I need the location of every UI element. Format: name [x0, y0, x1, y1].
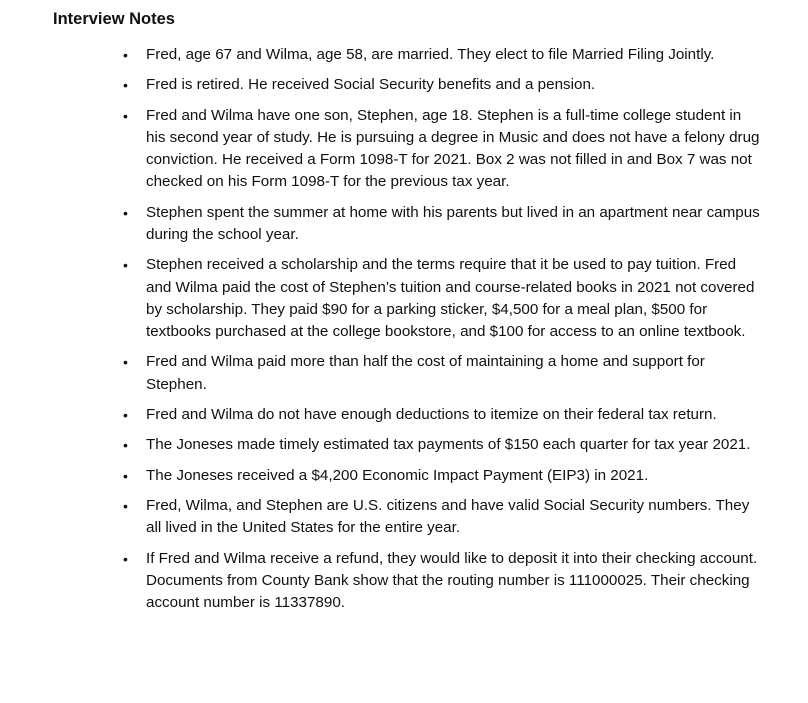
- bullet-icon: •: [123, 204, 128, 221]
- bullet-icon: •: [123, 257, 128, 274]
- list-item: [120, 351, 760, 395]
- note-text: The Joneses made timely estimated tax payments of $150 each quarter for tax year 2021.: [146, 436, 751, 454]
- note-text: Stephen received a scholarship and the terms require that it be used to pay tuition. Fred and Wilma paid the cost of Stephen’s tuition and course-related books in 2021 not covered by scholarship. They paid $90 for a parking sticker, $4,500 for a meal plan, $500 for textbooks purchased at the college bookstore, and $100 for access to an online textbook.: [146, 256, 755, 340]
- list-item: [120, 495, 760, 539]
- bullet-icon: •: [123, 467, 128, 484]
- note-text: The Joneses received a $4,200 Economic Impact Payment (EIP3) in 2021.: [146, 466, 649, 484]
- list-item: [120, 105, 760, 194]
- bullet-icon: •: [123, 354, 128, 371]
- list-item: [120, 465, 760, 487]
- bullet-icon: •: [123, 437, 128, 454]
- note-text: Fred, Wilma, and Stephen are U.S. citizens and have valid Social Security numbers. They all lived in the United States for the entire year.: [146, 497, 750, 537]
- note-text: Fred and Wilma paid more than half the cost of maintaining a home and support for Stephen.: [146, 353, 705, 393]
- bullet-icon: •: [123, 47, 128, 63]
- bullet-icon: •: [123, 406, 128, 423]
- list-item: [120, 404, 760, 426]
- note-text: If Fred and Wilma receive a refund, they would like to deposit it into their checking account. Documents from County Bank show that the routing number is 111000025. Their checking account number is 11337890.: [146, 549, 758, 612]
- page-title: Interview Notes: [53, 10, 175, 28]
- note-text: Stephen spent the summer at home with his parents but lived in an apartment near campus during the school year.: [146, 203, 760, 243]
- interview-notes-list: [120, 44, 760, 623]
- list-item: [120, 254, 760, 343]
- note-text: Fred and Wilma do not have enough deductions to itemize on their federal tax return.: [146, 405, 717, 423]
- note-text: Fred is retired. He received Social Security benefits and a pension.: [146, 76, 596, 94]
- bullet-icon: •: [123, 107, 128, 124]
- note-text: Fred and Wilma have one son, Stephen, age 18. Stephen is a full-time college student in his second year of study. He is pursuing a degree in Music and does not have a felony drug conviction. He received a Form 1098-T for 2021. Box 2 was not filled in and Box 7 was not checked on his Form 1098-T for the previous tax year.: [146, 106, 760, 191]
- bullet-icon: •: [123, 550, 128, 567]
- bullet-icon: •: [123, 498, 128, 515]
- list-item: [120, 44, 760, 66]
- list-item: [120, 202, 760, 246]
- list-item: [120, 434, 760, 456]
- list-item: [120, 74, 760, 96]
- list-item: [120, 548, 760, 615]
- bullet-icon: •: [123, 77, 128, 94]
- note-text: Fred, age 67 and Wilma, age 58, are married. They elect to file Married Filing Jointly.: [146, 46, 715, 63]
